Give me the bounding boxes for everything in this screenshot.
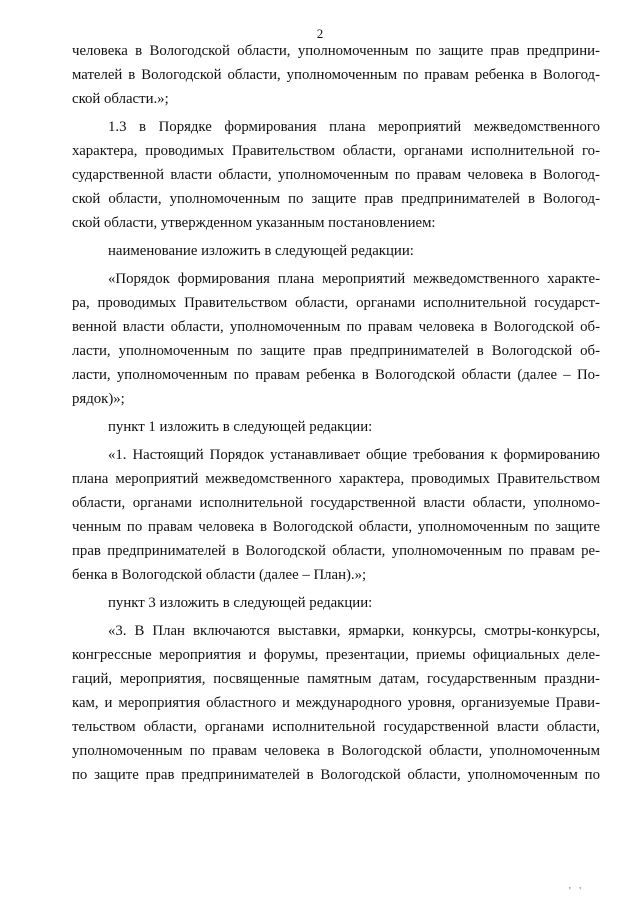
text-line: человека в Вологодской области, уполномоченным по защите прав предприни- [72,43,600,59]
text-line: плана мероприятий межведомственного характера, проводимых Правительством [72,471,600,487]
text-line: ласти, уполномоченным по правам ребенка в Вологодской области (далее – По- [72,367,600,383]
text-line: тельством области, органами исполнительной государственной власти области, [72,719,600,735]
text-line: мателей в Вологодской области, уполномоченным по правам ребенка в Вологод- [72,67,600,83]
text-line: «Порядок формирования плана мероприятий межведомственного характе- [108,271,600,287]
text-line: конгрессные мероприятия и форумы, презентации, приемы официальных деле- [72,647,600,663]
text-line: «3. В План включаются выставки, ярмарки, конкурсы, смотры-конкурсы, [108,623,600,639]
text-line: наименование изложить в следующей редакции: [108,243,414,259]
text-line: кам, и мероприятия областного и международного уровня, организуемые Прави- [72,695,600,711]
text-line: пункт 3 изложить в следующей редакции: [108,595,373,611]
text-line: ской области, уполномоченным по защите прав предпринимателей в Вологод- [72,191,600,207]
page-number: 2 [316,26,324,41]
corner-mark: ' ' [569,886,585,897]
text-line: уполномоченным по правам человека в Вологодской области, уполномоченным [72,743,600,759]
text-line: пункт 1 изложить в следующей редакции: [108,419,373,435]
text-line: характера, проводимых Правительством области, органами исполнительной го- [72,143,600,159]
text-line: ской области.»; [72,91,169,107]
text-line: рядок)»; [72,391,125,407]
text-line: ченным по правам человека в Вологодской области, уполномоченным по защите [72,519,600,535]
text-line: гаций, мероприятия, посвященные памятным датам, государственным праздни- [72,671,600,687]
text-line: ра, проводимых Правительством области, органами исполнительной государст- [72,295,600,311]
text-line: 1.3 в Порядке формирования плана мероприятий межведомственного [108,119,600,135]
text-line: прав предпринимателей в Вологодской области, уполномоченным по правам ре- [72,543,600,559]
text-line: венной власти области, уполномоченным по правам человека в Вологодской об- [72,319,600,335]
text-line: ласти, уполномоченным по защите прав предпринимателей в Вологодской об- [72,343,600,359]
text-line: ской области, утвержденном указанным постановлением: [72,215,436,231]
text-line: бенка в Вологодской области (далее – План).»; [72,567,367,583]
text-line: сударственной власти области, уполномоченным по правам человека в Вологод- [72,167,600,183]
text-line: «1. Настоящий Порядок устанавливает общие требования к формированию [108,447,600,463]
text-line: по защите прав предпринимателей в Вологодской области, уполномоченным по [72,767,600,783]
text-line: области, органами исполнительной государственной власти области, уполномо- [72,495,600,511]
